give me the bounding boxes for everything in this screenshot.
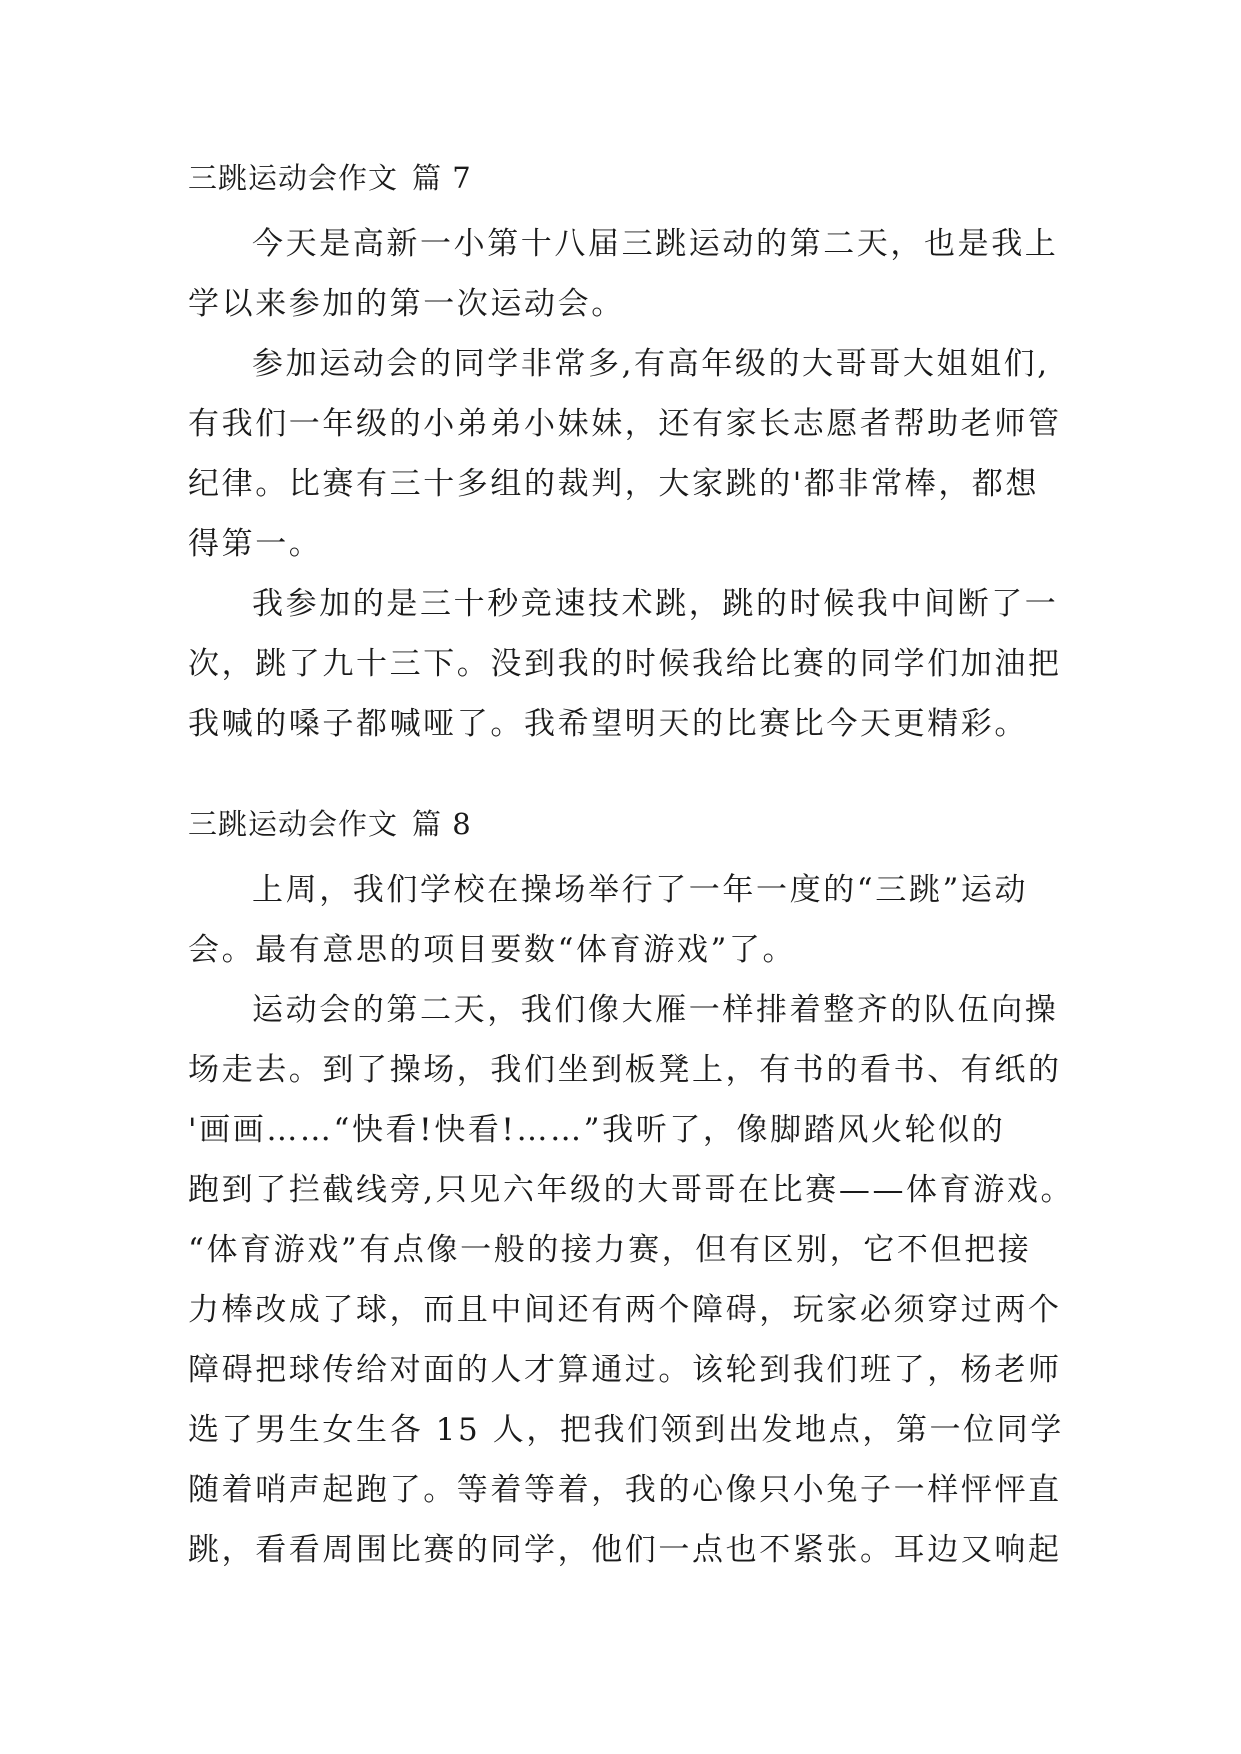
text-line: 得第一。 [188, 526, 323, 562]
paragraph [188, 860, 1048, 980]
essay-section-7 [188, 160, 1062, 754]
section-title: 三跳运动会作文 [188, 161, 399, 195]
text-line: 今天是高新一小第十八届三跳运动的第二天，也是我上 [252, 226, 1059, 262]
text-line: 有我们一年级的小弟弟小妹妹，还有家长志愿者帮助老师管 [188, 406, 1062, 442]
text-line: 力棒改成了球，而且中间还有两个障碍，玩家必须穿过两个 [188, 1292, 1062, 1328]
text-line: 跑到了拦截线旁,只见六年级的大哥哥在比赛——体育游戏。 [188, 1172, 1075, 1208]
section-number: 篇 7 [412, 161, 472, 195]
text-line: 障碍把球传给对面的人才算通过。该轮到我们班了，杨老师 [188, 1352, 1062, 1388]
text-line: '画画……“快看!快看!……”我听了，像脚踏风火轮似的 [188, 1112, 1006, 1148]
section-heading [188, 806, 1048, 842]
section-heading [188, 160, 1048, 196]
text-line: 上周，我们学校在操场举行了一年一度的“三跳”运动 [252, 872, 1029, 908]
text-line: 次，跳了九十三下。没到我的时候我给比赛的同学们加油把 [188, 646, 1062, 682]
text-line: 选了男生女生各 15 人，把我们领到出发地点，第一位同学 [188, 1412, 1064, 1448]
text-line: 会。最有意思的项目要数“体育游戏”了。 [188, 932, 797, 968]
text-line: 纪律。比赛有三十多组的裁判，大家跳的'都非常棒，都想 [188, 466, 1040, 502]
text-line: “体育游戏”有点像一般的接力赛，但有区别，它不但把接 [188, 1232, 1032, 1268]
section-title: 三跳运动会作文 [188, 807, 399, 841]
paragraph [188, 574, 1062, 754]
text-line: 我参加的是三十秒竞速技术跳，跳的时候我中间断了一 [252, 586, 1059, 622]
text-line: 场走去。到了操场，我们坐到板凳上，有书的看书、有纸的 [188, 1052, 1062, 1088]
text-line: 运动会的第二天，我们像大雁一样排着整齐的队伍向操 [252, 992, 1059, 1028]
paragraph [188, 214, 1059, 334]
paragraph [188, 334, 1062, 574]
text-line: 参加运动会的同学非常多,有高年级的大哥哥大姐姐们, [252, 346, 1050, 382]
paragraph [188, 980, 1075, 1580]
text-line: 随着哨声起跑了。等着等着，我的心像只小兔子一样怦怦直 [188, 1472, 1062, 1508]
text-line: 跳，看看周围比赛的同学，他们一点也不紧张。耳边又响起 [188, 1532, 1062, 1568]
section-number: 篇 8 [412, 807, 472, 841]
text-line: 我喊的嗓子都喊哑了。我希望明天的比赛比今天更精彩。 [188, 706, 1028, 742]
text-line: 学以来参加的第一次运动会。 [188, 286, 625, 322]
essay-section-8 [188, 806, 1075, 1580]
